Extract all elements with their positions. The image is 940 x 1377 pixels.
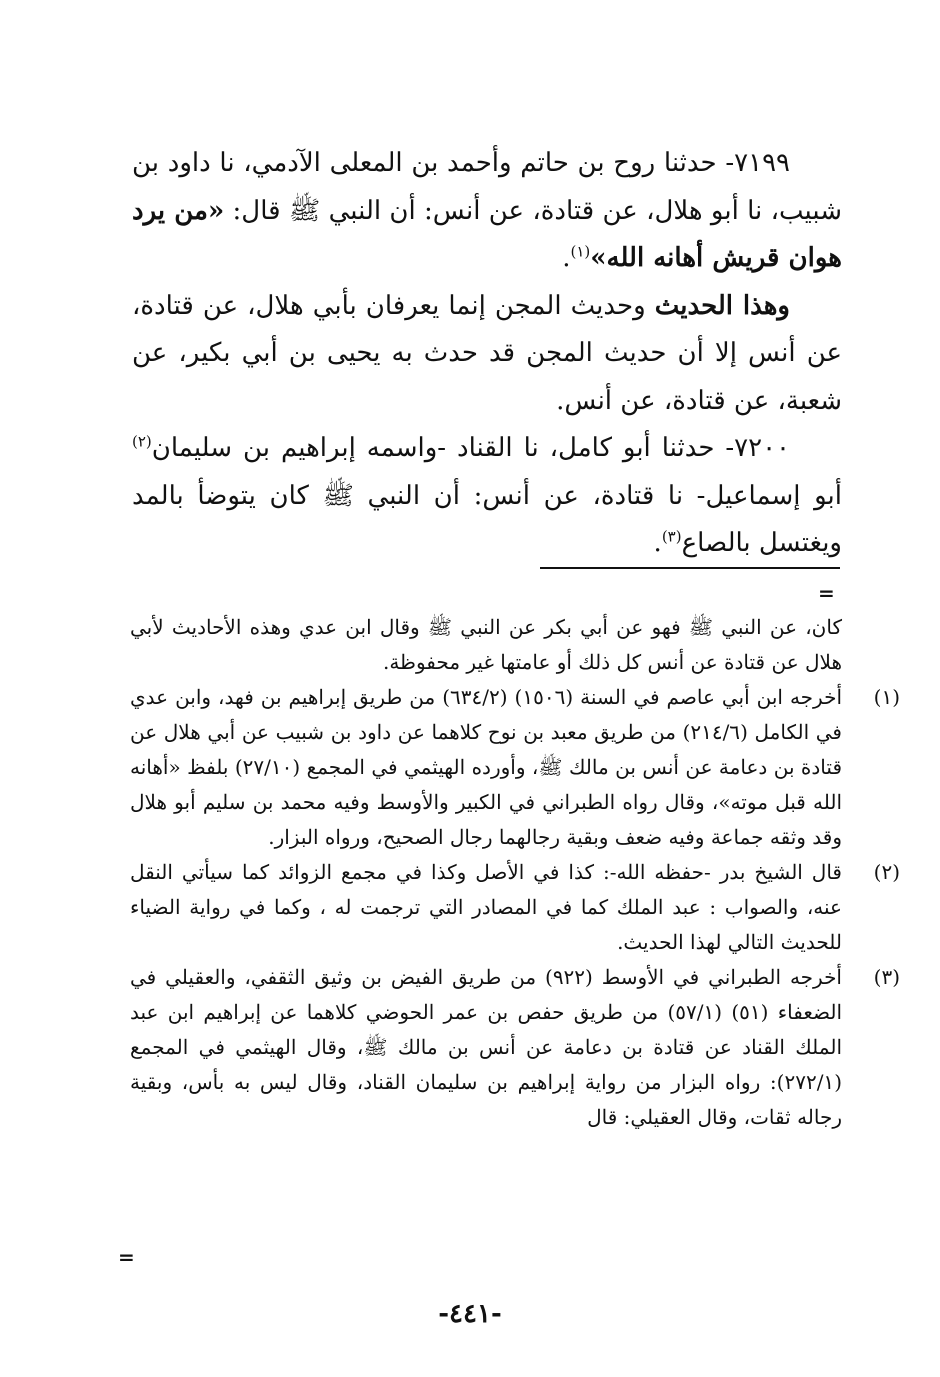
footnote-text: أخرجه الطبراني في الأوسط (٩٢٢) من طريق الفيض بن وثيق الثقفي، والعقيلي في الضعفاء (٥١) (٥٧/١) من طريق حفص بن عمر الحوضي كلاهما عن إبراهيم ابن عبد الملك القناد عن قتادة بن دعامة عن أنس بن مالك ﷺ، وقال الهيثمي في المجمع (٢٧٢/١): رواه البزار من رواية إبراهيم بن سليمان القناد، وقال ليس به بأس، وبقية رجاله ثقات، وقال العقيلي: قال (130, 965, 842, 1129)
footnote-text: قال الشيخ بدر -حفظه الله-: كذا في الأصل وكذا في مجمع الزوائد كما سيأتي النقل عنه، والصواب : عبد الملك كما في المصادر التي ترجمت له ، وكما في رواية الضياء للحديث التالي لهذا الحديث. (130, 860, 842, 954)
commentary-lead: وهذا الحديث (654, 290, 790, 321)
continuation-mark-top: = (818, 581, 835, 605)
footnote-ref-2[interactable]: (٢) (132, 432, 152, 451)
footnote-number: (٣) (873, 965, 900, 989)
main-text (132, 140, 842, 568)
footnote-number: (٢) (873, 860, 900, 884)
footnotes (130, 610, 900, 1135)
hadith-7200-isnad-a: ٧٢٠٠- حدثنا أبو كامل، نا القناد -واسمه إبراهيم بن سليمان (151, 433, 790, 463)
hadith-7200-end: . (653, 528, 662, 558)
page-number: -٤٤١- (438, 1299, 502, 1329)
footnote-ref-1[interactable]: (١) (570, 242, 591, 261)
commentary-paragraph (132, 283, 842, 426)
footnote-separator (540, 567, 840, 569)
footnote-continuation: كان، عن النبي ﷺ فهو عن أبي بكر عن النبي ﷺ وقال ابن عدي وهذه الأحاديث لأبي هلال عن قتادة عن أنس كل ذلك أو عامتها غير محفوظة. (130, 615, 842, 674)
commentary-text: وحديث المجن إنما يعرفان بأبي هلال، عن قتادة، عن أنس إلا أن حديث المجن قد حدث به يحيى بن أبي بكير، عن شعبة، عن قتادة، عن أنس. (132, 290, 842, 416)
hadith-7199-isnad: ٧١٩٩- حدثنا روح بن حاتم وأحمد بن المعلى الآدمي، نا داود بن شبيب، نا أبو هلال، عن قتادة، عن أنس: أن النبي ﷺ قال: (132, 148, 842, 226)
hadith-7200 (132, 425, 842, 568)
footnote-3 (130, 960, 900, 1135)
hadith-7199 (132, 140, 842, 283)
hadith-7199-end: . (562, 243, 571, 273)
hadith-7199-matn: «من يرد هوان قريش أهانه الله» (132, 195, 842, 273)
footnote-1 (130, 680, 900, 855)
footnote-2 (130, 855, 900, 960)
hadith-7200-isnad-b: أبو إسماعيل- نا قتادة، عن أنس: أن النبي ﷺ كان يتوضأ بالمد ويغتسل بالصاع (132, 480, 842, 558)
footnote-number: (١) (873, 685, 900, 709)
footnote-ref-3[interactable]: (٣) (661, 527, 682, 546)
footnote-text: أخرجه ابن أبي عاصم في السنة (١٥٠٦) (٦٣٤/٢) من طريق إبراهيم بن فهد، وابن عدي في الكامل (٢١٤/٦) من طريق معبد بن نوح كلاهما عن داود بن شبيب عن أبي هلال عن قتادة بن دعامة عن أنس بن مالك ﷺ، وأورده الهيثمي في المجمع (٢٧/١٠) بلفظ «أهانه الله قبل موته»، وقال رواه الطبراني في الكبير والأوسط وفيه محمد بن سليم أبو هلال وقد وثقه جماعة وفيه ضعف وبقية رجالهما رجال الصحيح، ورواه البزار. (130, 685, 843, 849)
continuation-mark-bottom: = (118, 1245, 135, 1269)
